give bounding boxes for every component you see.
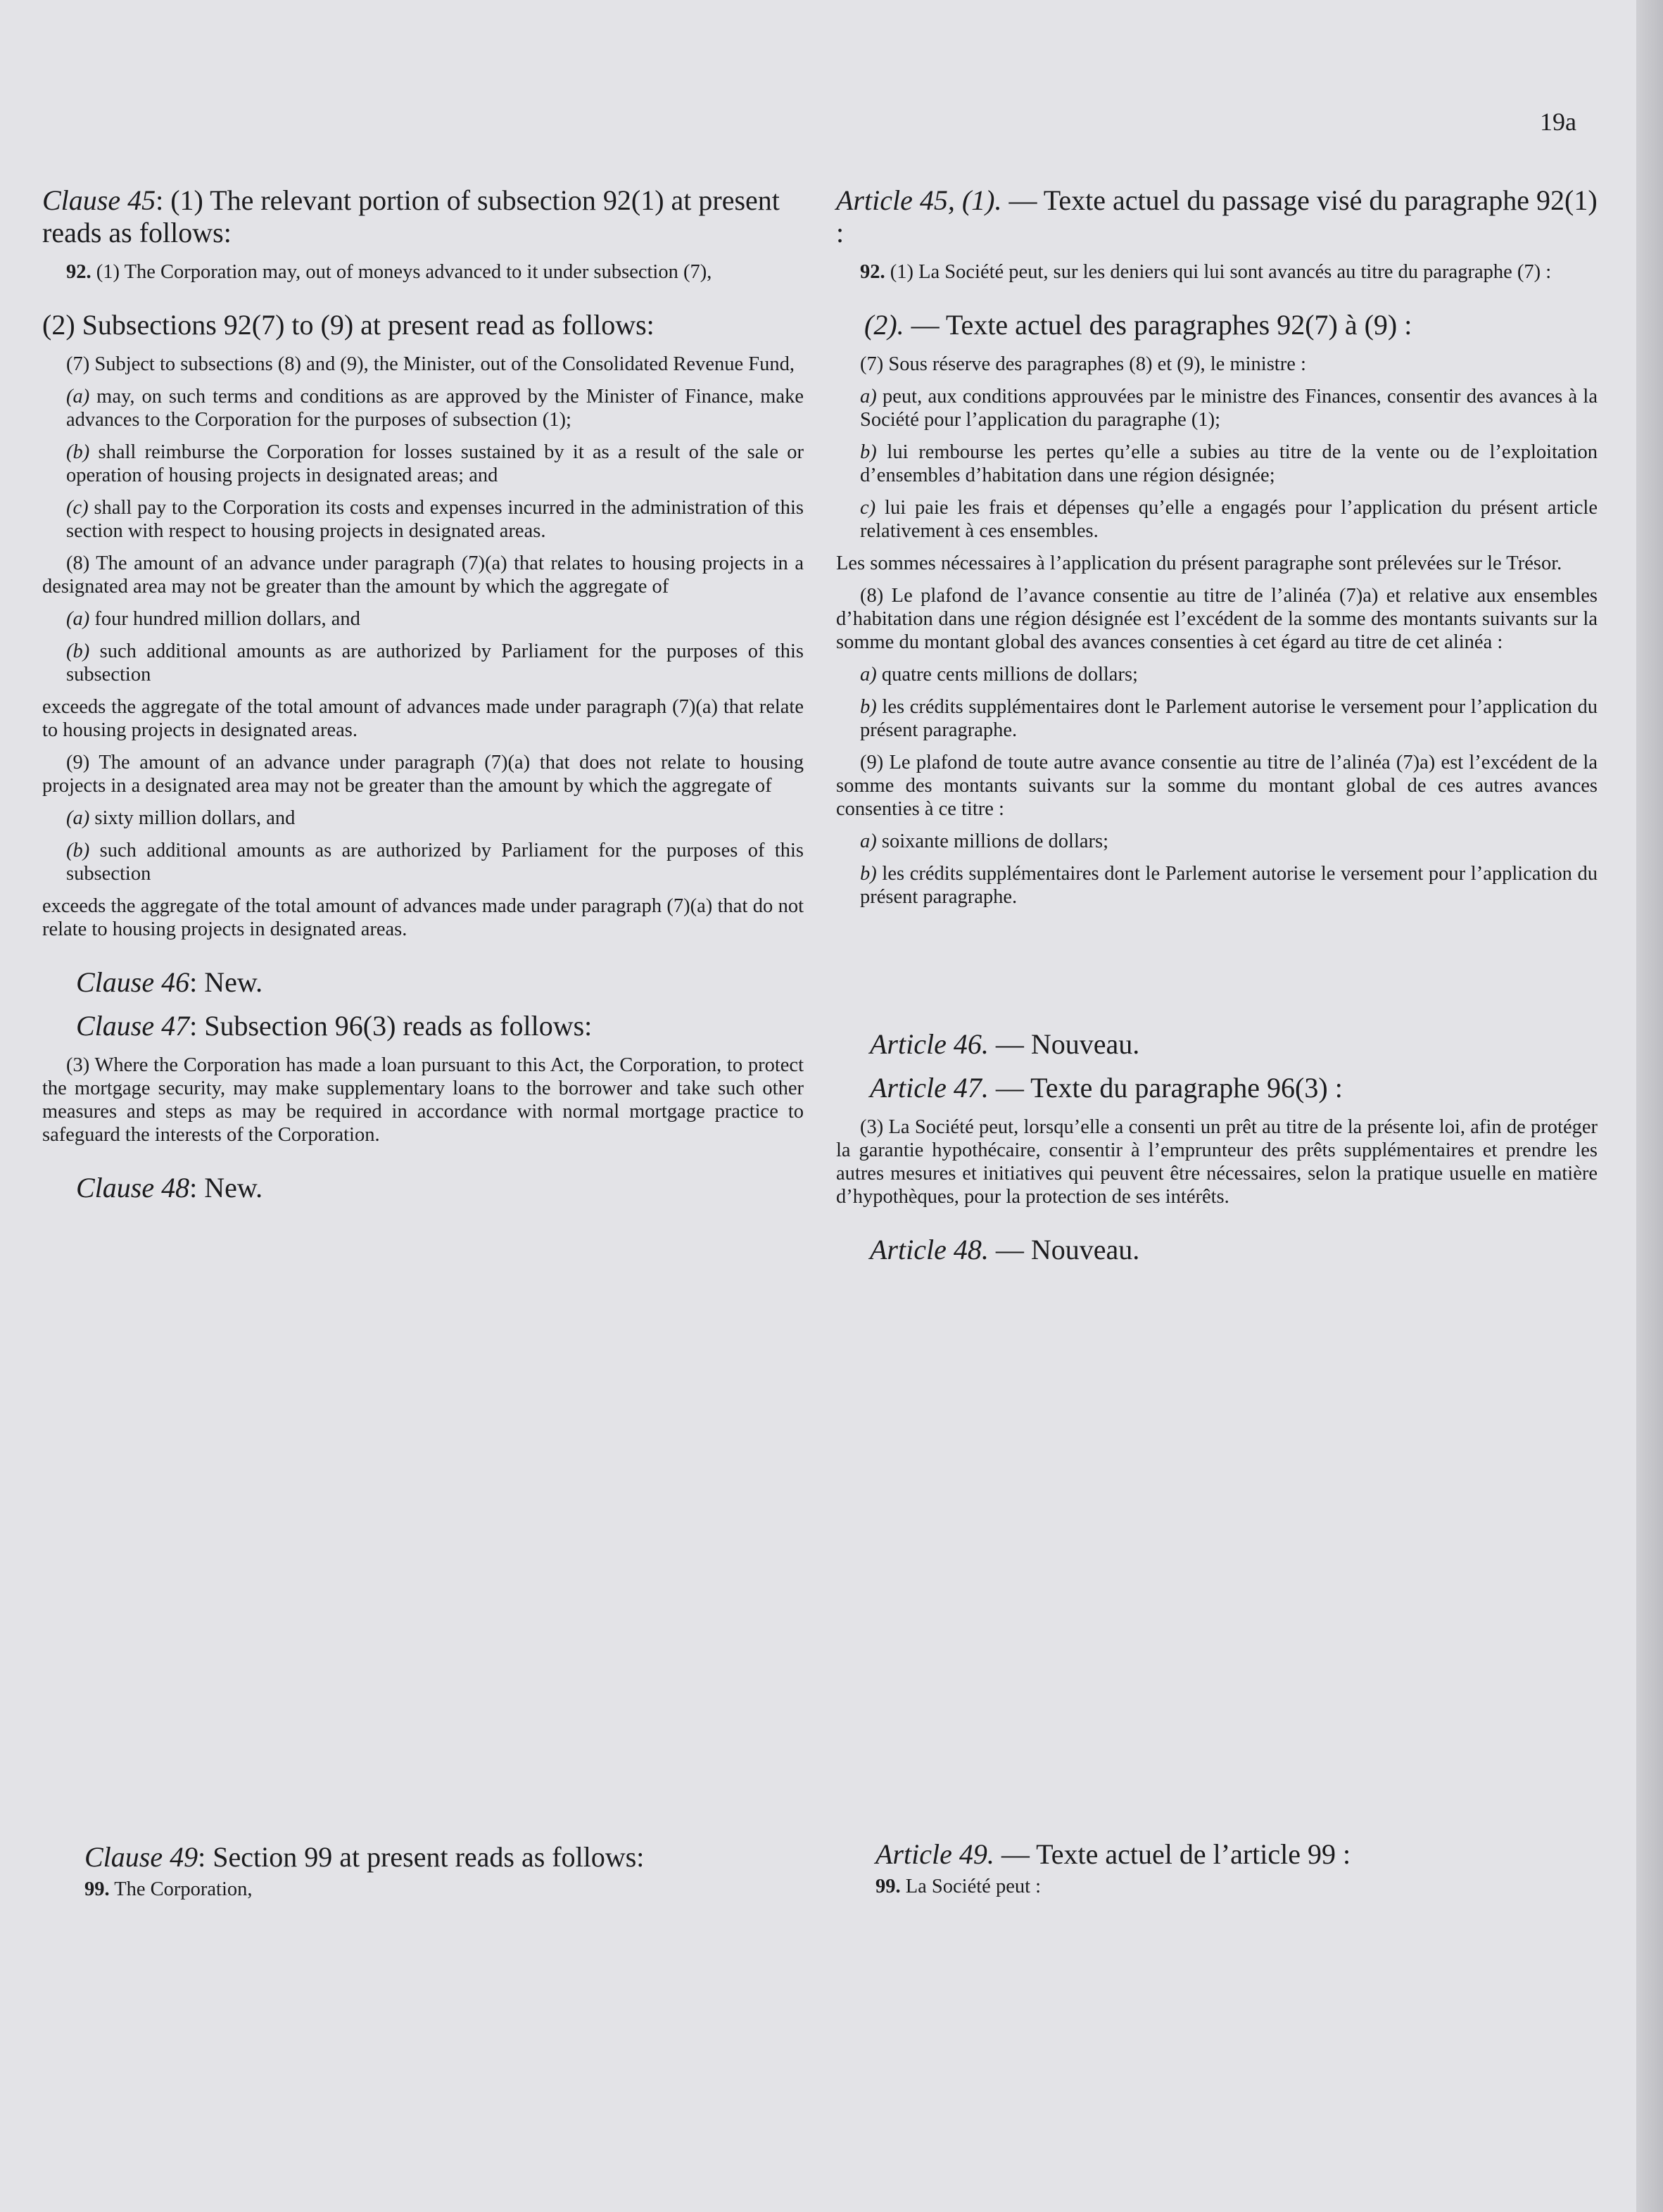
clause-47-heading: Clause 47: Subsection 96(3) reads as follows: bbox=[76, 1010, 593, 1042]
page-number: 19a bbox=[1540, 108, 1576, 136]
article-49-block bbox=[875, 1838, 1637, 1907]
fr-paragraph-9b: b) les crédits supplémentaires dont le Parlement autorise le versement pour l’application du présent paragraphe. bbox=[860, 863, 1598, 908]
clause-46-heading: Clause 46: New. bbox=[76, 966, 263, 998]
article-46-heading: Article 46. — Nouveau. bbox=[870, 1028, 1140, 1060]
subsection-7: (7) Subject to subsections (8) and (9), the Minister, out of the Consolidated Revenue Fund, bbox=[66, 353, 795, 375]
fr-paragraph-9a: a) soixante millions de dollars; bbox=[860, 830, 1109, 852]
subsection-96-3: (3) Where the Corporation has made a loan pursuant to this Act, the Corporation, to protect the mortgage security, may make supplementary loans to the borrower and take such other measures and steps as may be required in accordance with normal mortgage practice to safeguard the interests of the Corporation. bbox=[42, 1054, 804, 1146]
subsection-9-end: exceeds the aggregate of the total amount of advances made under paragraph (7)(a) that do not relate to housing projects in designated areas. bbox=[42, 895, 804, 940]
paragraph-9b: (b) such additional amounts as are authorized by Parliament for the purposes of this subsection bbox=[66, 840, 804, 885]
clause-49-block bbox=[84, 1841, 846, 1910]
subsection-8-end: exceeds the aggregate of the total amount of advances made under paragraph (7)(a) that relate to housing projects in designated areas. bbox=[42, 696, 804, 741]
clause-45-heading bbox=[42, 184, 804, 249]
fr-paragraph-8b: b) les crédits supplémentaires dont le Parlement autorise le versement pour l’application du présent paragraphe. bbox=[860, 696, 1598, 741]
english-column bbox=[42, 184, 804, 1215]
clause-45-label: Clause 45 bbox=[42, 184, 156, 216]
article-45-2-heading: (2). — Texte actuel des paragraphes 92(7) à (9) : bbox=[864, 309, 1412, 341]
article-92-1-text: 92. (1) La Société peut, sur les deniers qui lui sont avancés au titre du paragraphe (7) : bbox=[860, 261, 1552, 283]
article-47-heading: Article 47. — Texte du paragraphe 96(3) : bbox=[870, 1072, 1343, 1104]
article-48-heading: Article 48. — Nouveau. bbox=[870, 1234, 1140, 1265]
fr-paragraph-8a: a) quatre cents millions de dollars; bbox=[860, 664, 1138, 685]
paragraph-8a: (a) four hundred million dollars, and bbox=[66, 608, 360, 630]
paragraph-7c: (c) shall pay to the Corporation its costs and expenses incurred in the administration of this section with respect to housing projects in designated areas. bbox=[66, 497, 804, 542]
paragraph-7b: (b) shall reimburse the Corporation for losses sustained by it as a result of the sale or operation of housing projects in designated areas; and bbox=[66, 441, 804, 486]
clause-45-2-heading: (2) Subsections 92(7) to (9) at present read as follows: bbox=[42, 309, 655, 341]
clause-45-heading-text: : (1) The relevant portion of subsection 92(1) at present reads as follows: bbox=[42, 184, 780, 248]
fr-paragraph-7b: b) lui rembourse les pertes qu’elle a subies au titre de la vente ou de l’exploitation d’ensembles d’habitation dans une région désignée; bbox=[860, 441, 1598, 486]
paragraph-7a: (a) may, on such terms and conditions as are approved by the Minister of Finance, make advances to the Corporation for the purposes of subsection (1); bbox=[66, 386, 804, 431]
fr-subsection-7: (7) Sous réserve des paragraphes (8) et (9), le ministre : bbox=[860, 353, 1306, 375]
paragraph-8b: (b) such additional amounts as are authorized by Parliament for the purposes of this subsection bbox=[66, 640, 804, 685]
fr-paragraph-7c: c) lui paie les frais et dépenses qu’elle a engagés pour l’application du présent article relativement à ces ensembles. bbox=[860, 497, 1598, 542]
section-99-text: 99. The Corporation, bbox=[84, 1878, 253, 1900]
clause-48-heading: Clause 48: New. bbox=[76, 1172, 263, 1203]
clause-49-heading: Clause 49: Section 99 at present reads as follows: bbox=[84, 1841, 645, 1873]
article-99-text: 99. La Société peut : bbox=[875, 1876, 1042, 1897]
fr-paragraph-7a: a) peut, aux conditions approuvées par le ministre des Finances, consentir des avances à la Société pour l’application du paragraphe (1); bbox=[860, 386, 1598, 431]
subsection-8: (8) The amount of an advance under paragraph (7)(a) that relates to housing projects in a designated area may not be greater than the amount by which the aggregate of bbox=[42, 552, 804, 598]
fr-subsection-9: (9) Le plafond de toute autre avance consentie au titre de l’alinéa (7)a) est l’excédent de la somme des montants suivants sur la somme du montant global de ces autres avances consenties à ce titre : bbox=[836, 752, 1598, 820]
page-edge bbox=[1636, 0, 1663, 2212]
fr-subsection-8: (8) Le plafond de l’avance consentie au titre de l’alinéa (7)a) et relative aux ensembles d’habitation dans une région désignée est l’excédent de la somme des montants suivants sur la somme du montant global des avances consenties à cet égard au titre de cet alinéa : bbox=[836, 585, 1598, 653]
article-49-heading: Article 49. — Texte actuel de l’article 99 : bbox=[875, 1838, 1351, 1870]
subsection-9: (9) The amount of an advance under paragraph (7)(a) that does not relate to housing projects in a designated area may not be greater than the amount by which the aggregate of bbox=[42, 752, 804, 797]
article-45-heading: Article 45, (1). — Texte actuel du passage visé du paragraphe 92(1) : bbox=[836, 184, 1598, 248]
fr-subsection-96-3: (3) La Société peut, lorsqu’elle a consenti un prêt au titre de la présente loi, afin de protéger la garantie hypothécaire, consentir à l’emprunteur des prêts supplémentaires et prendre les autres mesures et initiatives qui peuvent être nécessaires, selon la pratique usuelle en matière d’hypothèques, pour la protection de ses intérêts. bbox=[836, 1116, 1598, 1208]
section-92-1-text: 92. (1) The Corporation may, out of moneys advanced to it under subsection (7), bbox=[66, 261, 712, 283]
french-column bbox=[836, 184, 1598, 1277]
fr-subsection-7-end: Les sommes nécessaires à l’application du présent paragraphe sont prélevées sur le Trésor. bbox=[836, 552, 1562, 574]
paragraph-9a: (a) sixty million dollars, and bbox=[66, 807, 296, 829]
